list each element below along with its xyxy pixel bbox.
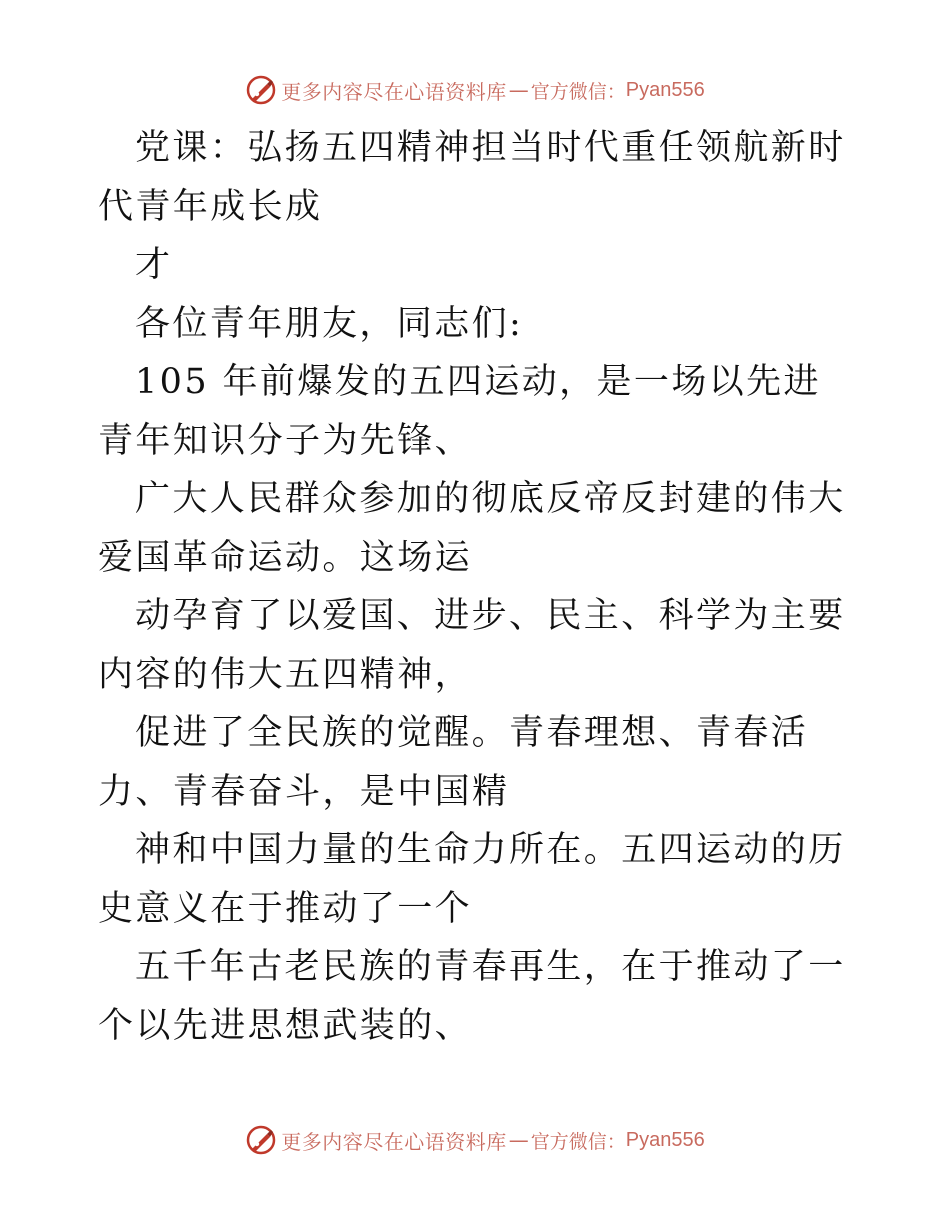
salutation-paragraph: 各位青年朋友，同志们:: [135, 303, 524, 344]
pen-logo-icon: [245, 74, 277, 106]
body-paragraph: 广大人民群众参加的彻底反帝反封建的伟大爱国革命运动。这场运: [98, 479, 846, 578]
document-body: [98, 119, 858, 1055]
pen-logo-icon: [245, 1124, 277, 1156]
watermark-brand-text: 更多内容尽在心语资料库: [281, 79, 507, 104]
body-paragraph: 促进了全民族的觉醒。青春理想、青春活力、青春奋斗，是中国精: [98, 713, 809, 812]
body-paragraph: 神和中国力量的生命力所在。五四运动的历史意义在于推动了一个: [98, 830, 846, 929]
watermark-dash: —: [508, 1128, 529, 1152]
title-continuation: 才: [135, 245, 173, 285]
watermark-official-label: 官方微信：: [530, 80, 626, 103]
watermark-wechat-id: Pyan556: [625, 78, 705, 101]
header-watermark: [0, 70, 950, 110]
watermark-official-label: 官方微信：: [530, 1130, 626, 1153]
title-paragraph: 党课：弘扬五四精神担当时代重任领航新时代青年成长成: [98, 128, 846, 227]
body-paragraph: 105 年前爆发的五四运动，是一场以先进青年知识分子为先锋、: [98, 362, 821, 461]
body-paragraph: 动孕育了以爱国、进步、民主、科学为主要内容的伟大五四精神，: [98, 596, 846, 695]
body-paragraph: 五千年古老民族的青春再生，在于推动了一个以先进思想武装的、: [98, 947, 846, 1046]
watermark-wechat-id: Pyan556: [625, 1128, 705, 1151]
watermark-brand-text: 更多内容尽在心语资料库: [281, 1129, 507, 1154]
footer-watermark: [0, 1120, 950, 1160]
watermark-dash: —: [508, 78, 529, 102]
